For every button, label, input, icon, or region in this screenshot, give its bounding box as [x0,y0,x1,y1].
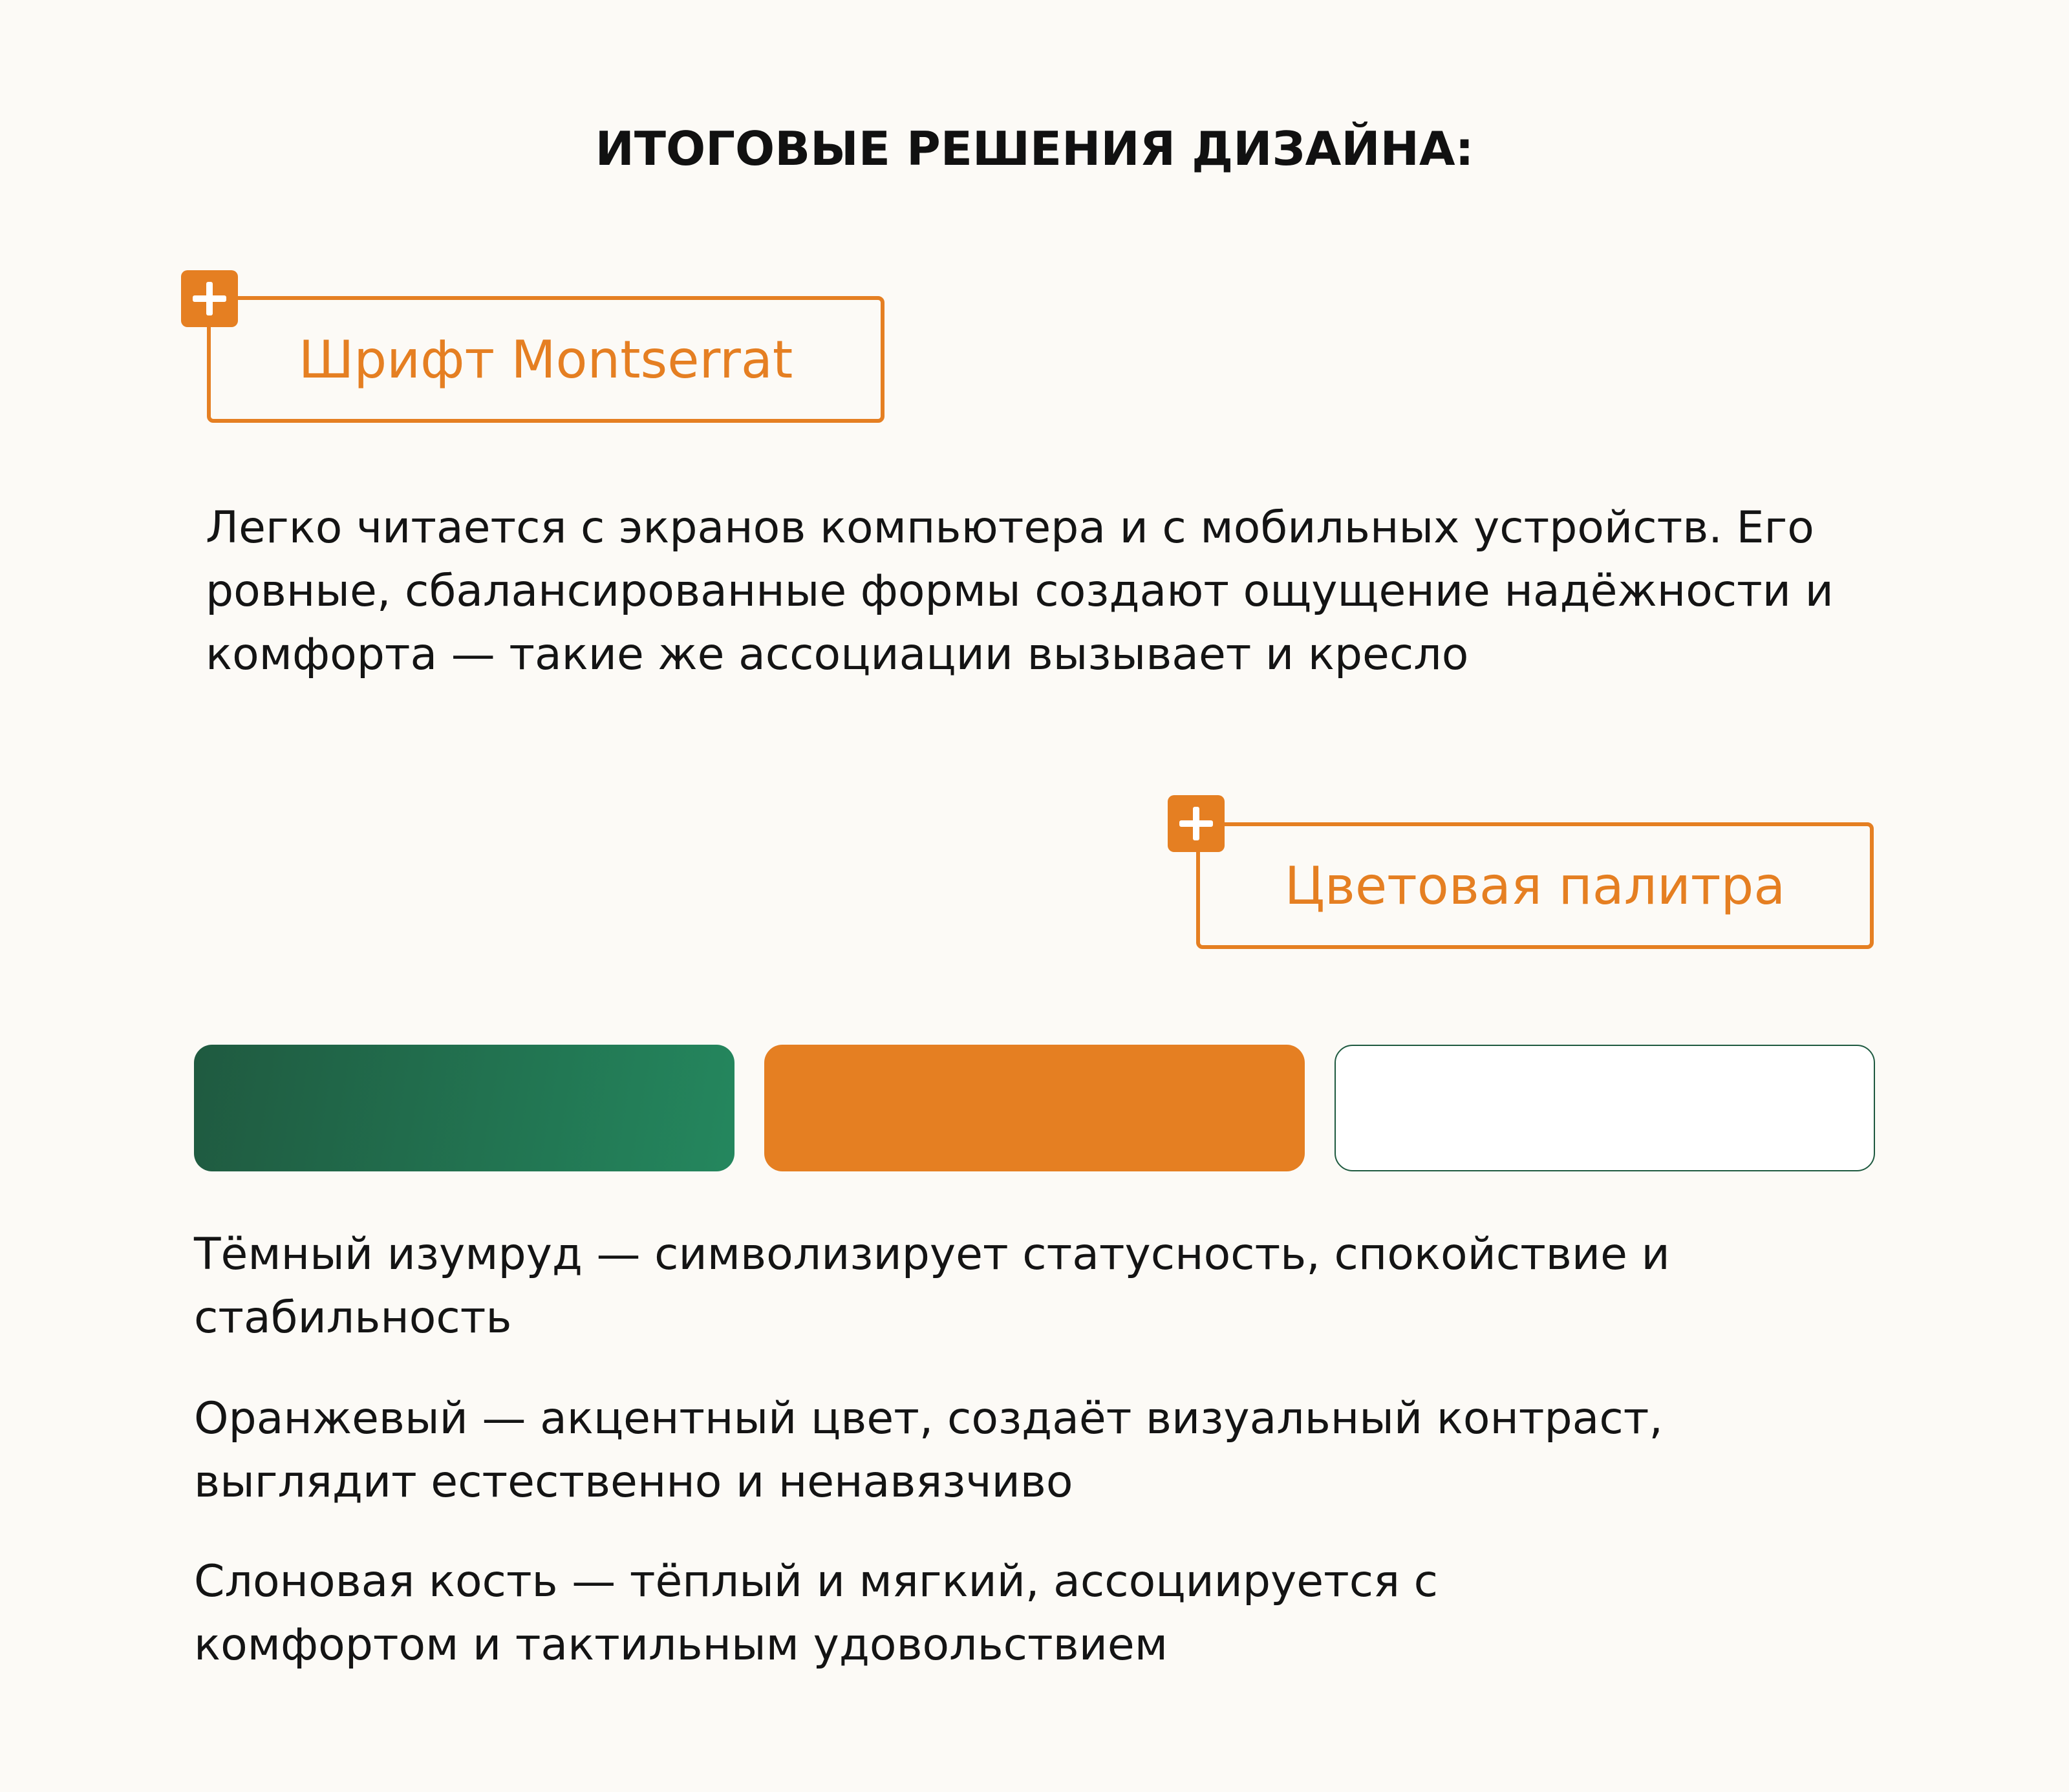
palette-tag [1196,822,1874,949]
ivory-description: Слоновая кость — тёплый и мягкий, ассоциируется с комфортом и тактильным удовольствием [194,1556,1439,1670]
swatch-ivory [1335,1045,1875,1171]
plus-icon [1168,795,1225,852]
emerald-description: Тёмный изумруд — символизирует статусность, спокойствие и стабильность [194,1229,1670,1343]
swatch-orange [764,1045,1305,1171]
font-tag [207,296,884,423]
font-description: Легко читается с экранов компьютера и с мобильных устройств. Его ровные, сбалансированные формы создают ощущение надёжности и комфорта — такие же ассоциации вызывает и кресло [206,502,1834,680]
swatch-dark-emerald [194,1045,734,1171]
plus-icon [181,270,238,327]
palette-tag-label: Цветовая палитра [1284,855,1786,916]
font-tag-label: Шрифт Montserrat [298,329,793,390]
orange-description: Оранжевый — акцентный цвет, создаёт визуальный контраст, выглядит естественно и ненавязчиво [194,1393,1663,1508]
page-title: ИТОГОВЫЕ РЕШЕНИЯ ДИЗАЙНА: [595,122,1474,176]
